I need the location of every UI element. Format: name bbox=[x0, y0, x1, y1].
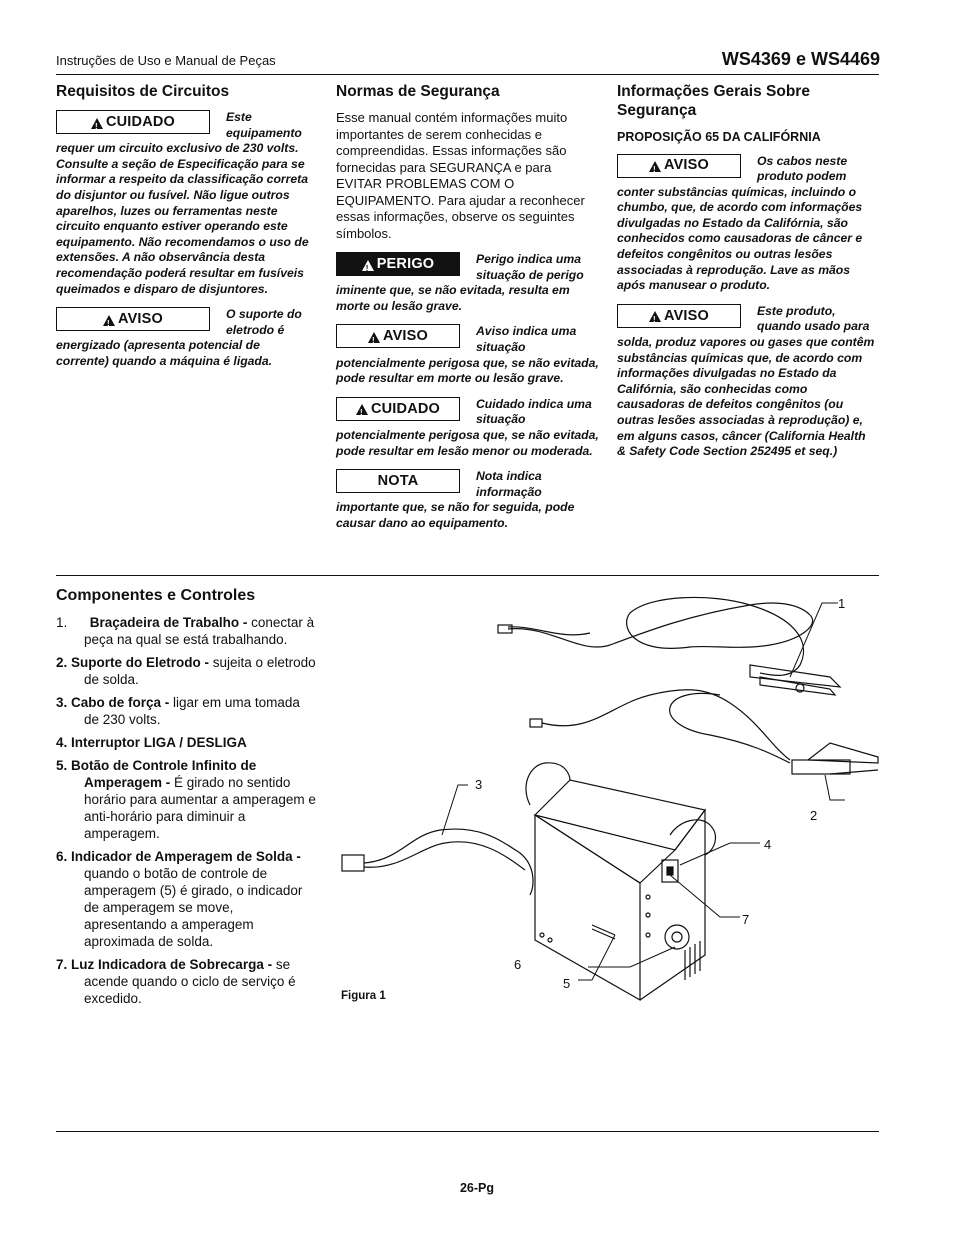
caution-block bbox=[336, 397, 600, 459]
general-safety-section bbox=[617, 82, 875, 470]
callout-7: 7 bbox=[742, 912, 750, 927]
list-item: 2. Suporte do Eletrodo - sujeita o eletrodo de solda. bbox=[56, 655, 316, 687]
work-clamp-illustration bbox=[498, 597, 840, 695]
warning-text: Os cabos neste produto podem conter substâncias químicas, incluindo o chumbo, que, de acordo com informações divulgadas no Estado da Califórnia, são conhecidos como causadoras de câncer e defeitos congênitos ou outras lesões associadas à reprodução. Lave as mãos após manusear o produto. bbox=[617, 153, 863, 293]
warning-block bbox=[617, 154, 875, 294]
warning-triangle-icon bbox=[362, 260, 374, 271]
warning-triangle-icon bbox=[368, 332, 380, 343]
note-block bbox=[336, 469, 600, 531]
warning-triangle-icon bbox=[356, 404, 368, 415]
warning-label: ! AVISO bbox=[617, 154, 741, 178]
callout-4: 4 bbox=[764, 837, 772, 852]
welder-figure bbox=[330, 585, 890, 1015]
warning-label: ! AVISO bbox=[56, 307, 210, 331]
figure-caption: Figura 1 bbox=[341, 990, 386, 1002]
callout-5: 5 bbox=[563, 976, 571, 991]
intro-paragraph: Esse manual contém informações muito importantes de serem conhecidas e compreendidas. Essas informações são fornecidas para SEGURANÇA e para EVITAR PROBLEMAS COM O EQUIPAMENTO. Para ajudar a reconhecer essas informações, observe os seguintes símbolos. bbox=[336, 110, 585, 241]
list-item: 7. Luz Indicadora de Sobrecarga - se acende quando o ciclo de serviço é excedido. bbox=[56, 957, 296, 1006]
danger-text: Perigo indica uma situação de perigo iminente que, se não evitada, resulta em morte ou lesão grave. bbox=[336, 252, 584, 313]
callout-6: 6 bbox=[514, 957, 522, 972]
caution-text: Este equipamento requer um circuito exclusivo de 230 volts. Consulte a seção de Especificação para se informar a respeito da classificação correta do disjuntor ou fusível. Não ligue outros aparelhos, luzes ou ferramentas neste circuito enquanto estiver operando este equipamento. Não recomendamos o uso de extensões. A não observância desta recomendação poderá resultar em fusíveis queimados e disparo de disjuntores. bbox=[56, 110, 309, 296]
warning-label: ! AVISO bbox=[617, 304, 741, 328]
power-cord-illustration bbox=[342, 829, 533, 895]
caution-label: ! CUIDADO bbox=[56, 110, 210, 134]
callout-leaders bbox=[442, 603, 845, 980]
warning-triangle-icon bbox=[649, 161, 661, 172]
model-title: WS4369 e WS4469 bbox=[721, 49, 880, 69]
list-item: 1. Braçadeira de Trabalho - conectar à peça na qual se está trabalhando. bbox=[56, 615, 315, 647]
page-number: 26-Pg bbox=[459, 1181, 495, 1195]
callout-3: 3 bbox=[475, 777, 483, 792]
electrode-holder-illustration bbox=[530, 690, 878, 774]
warning-block bbox=[617, 304, 875, 460]
warning-block bbox=[336, 324, 600, 386]
warning-triangle-icon bbox=[649, 311, 661, 322]
warning-label: ! AVISO bbox=[336, 324, 460, 348]
callout-2: 2 bbox=[810, 808, 818, 823]
list-item: 5. Botão de Controle Infinito de Amperagem - É girado no sentido horário para aumentar a amperagem e anti-horário para diminuir a amperagem. bbox=[56, 758, 316, 841]
danger-label: ! PERIGO bbox=[336, 252, 460, 276]
section-rule bbox=[56, 575, 879, 576]
manual-title: Instruções de Uso e Manual de Peças bbox=[56, 53, 276, 68]
list-item: 6. Indicador de Amperagem de Solda - quando o botão de controle de amperagem (5) é girado, o indicador de amperagem se move, apresentando a amperagem aproximada de solda. bbox=[56, 849, 303, 949]
warning-triangle-icon bbox=[91, 118, 103, 129]
caution-text: Cuidado indica uma situação potencialmente perigosa que, se não evitada, pode resultar em lesão menor ou moderada. bbox=[336, 396, 599, 458]
list-item: 4. Interruptor LIGA / DESLIGA bbox=[56, 735, 247, 750]
warning-text: Este produto, quando usado para solda, produz vapores ou gases que contêm substâncias químicas que, de acordo com informações divulgadas no Estado da Califórnia, são conhecidas como causadoras de defeitos congênitos (ou outras lesões associadas à reprodução) e, em alguns casos, câncer (California Health & Safety Code Section 252495 et seq.) bbox=[617, 303, 875, 459]
note-label: NOTA bbox=[336, 469, 460, 493]
list-item: 3. Cabo de força - ligar em uma tomada de 230 volts. bbox=[56, 695, 300, 727]
callout-1: 1 bbox=[838, 596, 846, 611]
components-section bbox=[56, 586, 318, 1013]
header-rule bbox=[56, 74, 879, 75]
section-title: Informações Gerais Sobre Segurança bbox=[617, 83, 810, 119]
safety-standards-section bbox=[336, 82, 600, 542]
section-title: Normas de Segurança bbox=[336, 83, 500, 100]
circuit-requirements-section bbox=[56, 82, 314, 380]
section-title: Requisitos de Circuitos bbox=[56, 83, 230, 100]
danger-block bbox=[336, 252, 600, 314]
welder-body-illustration bbox=[526, 763, 715, 1000]
prop65-subtitle: PROPOSIÇÃO 65 DA CALIFÓRNIA bbox=[617, 130, 821, 144]
warning-triangle-icon bbox=[103, 315, 115, 326]
warning-text: O suporte do eletrodo é energizado (apresenta potencial de corrente) quando a máquina é ligada. bbox=[56, 307, 302, 368]
components-list bbox=[56, 614, 318, 1007]
warning-block bbox=[56, 307, 314, 369]
caution-label: ! CUIDADO bbox=[336, 397, 460, 421]
footer-rule bbox=[56, 1131, 879, 1132]
section-title: Componentes e Controles bbox=[56, 587, 256, 604]
note-text: Nota indica informação importante que, se não for seguida, pode causar dano ao equipamento. bbox=[336, 469, 575, 530]
caution-block bbox=[56, 110, 314, 297]
warning-text: Aviso indica uma situação potencialmente perigosa que, se não evitada, pode resultar em morte ou lesão grave. bbox=[336, 324, 599, 386]
